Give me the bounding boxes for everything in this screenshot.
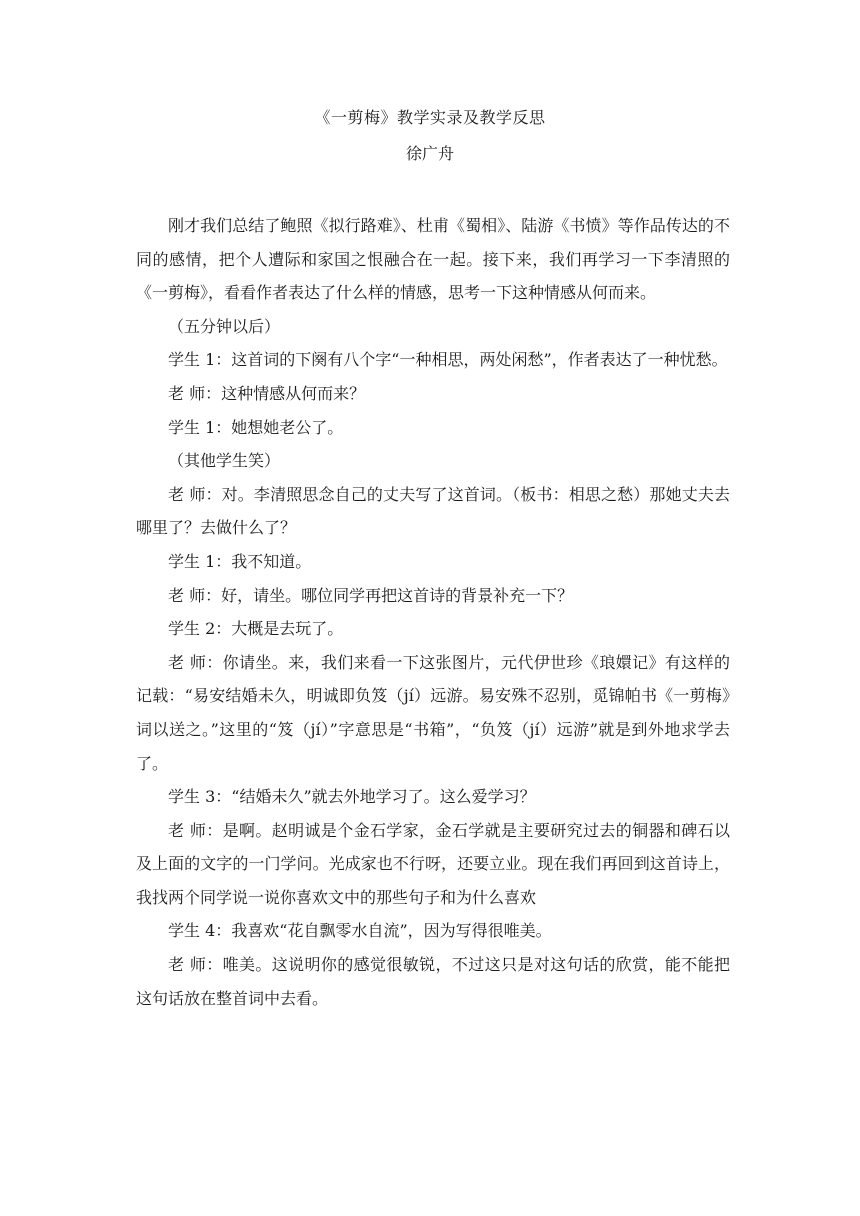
paragraph: 学生 4：我喜欢“花自飘零水自流”，因为写得很唯美。 <box>168 921 552 941</box>
paragraph: 老 师：好，请坐。哪位同学再把这首诗的背景补充一下？ <box>168 585 574 605</box>
paragraph: 学生 2：大概是去玩了。 <box>168 619 344 639</box>
paragraph: （五分钟以后） <box>168 316 281 336</box>
document-body <box>136 209 730 1015</box>
paragraph: 老 师：你请坐。来，我们来看一下这张图片，元代伊世珍《琅嬛记》有这样的记载：“易安结婚未久，明诚即负笈（jí）远游。易安殊不忍别，觅锦帕书《一剪梅》词以送之。”这里的“笈（jí）”字意思是“书箱”，“负笈（jí）远游”就是到外地求学去了。 <box>136 652 730 773</box>
document-author: 徐广舟 <box>405 144 454 163</box>
paragraph: 刚才我们总结了鲍照《拟行路难》、杜甫《蜀相》、陆游《书愤》等作品传达的不同的感情，把个人遭际和家国之恨融合在一起。接下来，我们再学习一下李清照的《一剪梅》，看看作者表达了什么样的情感，思考一下这种情感从何而来。 <box>136 216 730 303</box>
paragraph: 学生 1：我不知道。 <box>168 551 312 571</box>
paragraph: 学生 1：她想她老公了。 <box>168 417 344 437</box>
paragraph: 老 师：这种情感从何而来？ <box>168 383 366 403</box>
paragraph: （其他学生笑） <box>168 451 281 471</box>
paragraph: 老 师：唯美。这说明你的感觉很敏锐，不过这只是对这句话的欣赏，能不能把这句话放在整首词中去看。 <box>136 955 730 1008</box>
paragraph: 学生 1：这首词的下阕有八个字“一种相思，两处闲愁”，作者表达了一种忧愁。 <box>168 350 728 370</box>
document-title: 《一剪梅》教学实录及教学反思 <box>314 108 546 127</box>
paragraph: 学生 3：“结婚未久”就去外地学习了。这么爱学习？ <box>168 787 536 807</box>
paragraph: 老 师：对。李清照思念自己的丈夫写了这首词。（板书：相思之愁）那她丈夫去哪里了？去做什么了？ <box>136 484 730 538</box>
paragraph: 老 师：是啊。赵明诚是个金石学家，金石学就是主要研究过去的铜器和碑石以及上面的文字的一门学问。光成家也不行呀，还要立业。现在我们再回到这首诗上，我找两个同学说一说你喜欢文中的那些句子和为什么喜欢 <box>136 820 730 907</box>
